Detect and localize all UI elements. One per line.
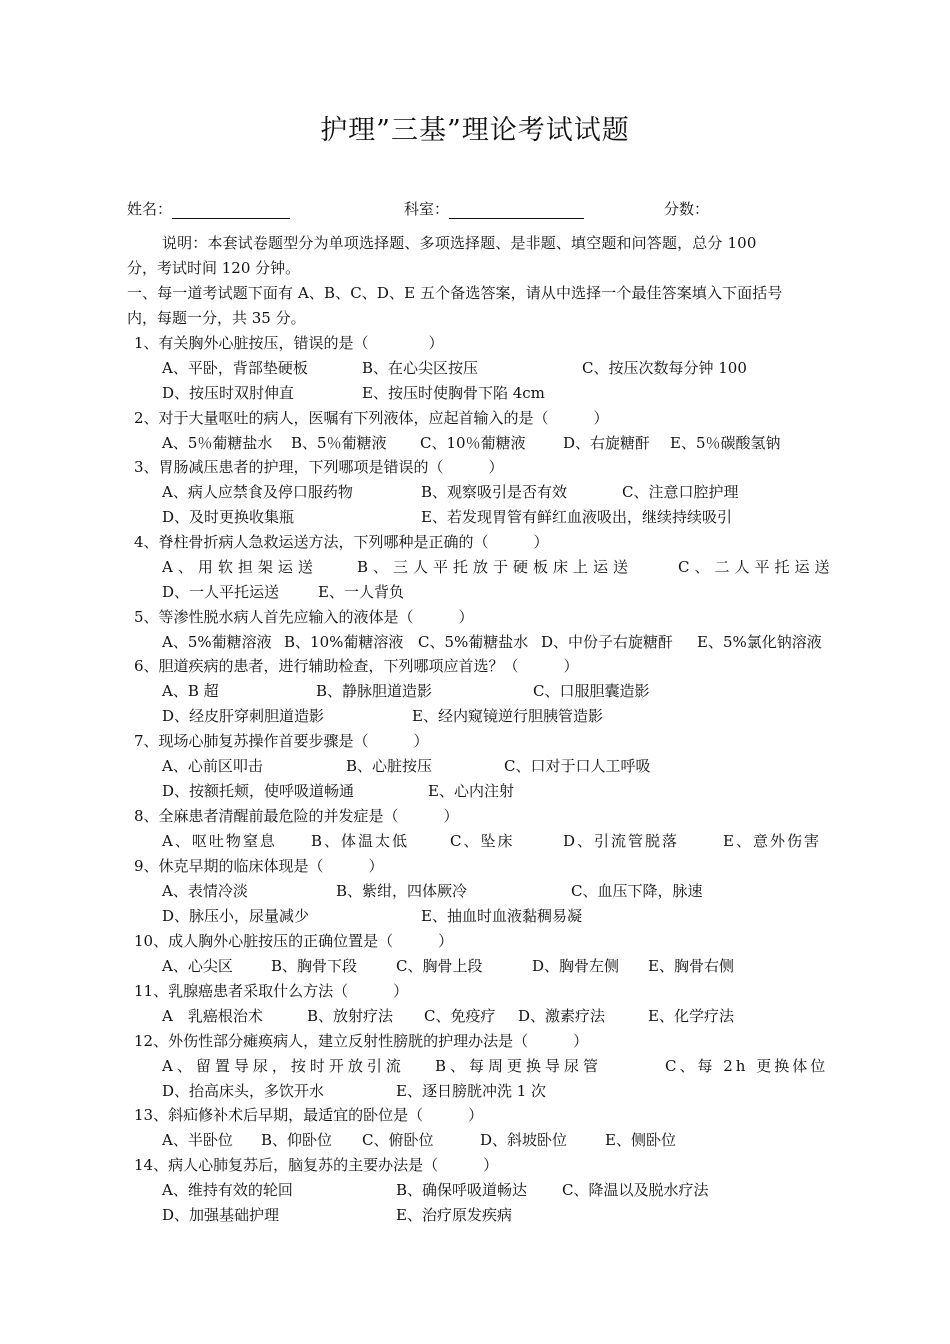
- instructions-line-2: 分，考试时间 120 分钟。: [127, 259, 301, 277]
- name-label: 姓名：: [127, 200, 173, 218]
- option-d: D、加强基础护理: [162, 1206, 280, 1224]
- name-blank[interactable]: [172, 202, 290, 219]
- name-field: [127, 198, 290, 219]
- option-c: C、按压次数每分钟 100: [582, 359, 747, 377]
- option-a: A、5%葡糖溶液: [162, 633, 272, 651]
- option-e: E、化学疗法: [648, 1007, 734, 1025]
- option-b: B、确保呼吸道畅达: [396, 1181, 528, 1199]
- option-d: D、脉压小，尿量减少: [162, 907, 310, 925]
- score-label: 分数：: [664, 200, 710, 218]
- score-field: [664, 198, 709, 219]
- option-c: C、口对于口人工呼吸: [504, 757, 651, 775]
- option-d: D、一人平托运送: [162, 583, 280, 601]
- option-b: B、三人平托放于硬板床上运送: [357, 558, 634, 576]
- page-title: 护理”三基”理论考试试题: [320, 115, 630, 146]
- option-a: A、心尖区: [162, 957, 233, 975]
- option-a: A、表情冷淡: [162, 882, 248, 900]
- option-e: E、按压时使胸骨下陷 4cm: [362, 384, 545, 402]
- option-d: D、中份子右旋糖酐: [541, 633, 674, 651]
- option-c: C、口服胆囊造影: [533, 682, 650, 700]
- question-12: 12、外伤性部分瘫痪病人，建立反射性膀胱的护理办法是（ ）: [134, 1032, 589, 1050]
- section1-line-2: 内，每题一分，共 35 分。: [127, 309, 306, 327]
- option-b: B、胸骨下段: [271, 957, 358, 975]
- option-b: B、仰卧位: [261, 1131, 333, 1149]
- option-e: E、治疗原发疾病: [396, 1206, 512, 1224]
- option-d: D、按额托颊，使呼吸道畅通: [162, 782, 355, 800]
- option-e: E、胸骨右侧: [648, 957, 734, 975]
- option-a: A、半卧位: [162, 1131, 233, 1149]
- option-e: E、抽血时血液黏稠易凝: [421, 907, 582, 925]
- question-3: 3、胃肠减压患者的护理，下列哪项是错误的（ ）: [134, 458, 504, 476]
- dept-blank[interactable]: [449, 202, 584, 219]
- question-9: 9、休克早期的临床体现是（ ）: [134, 857, 384, 875]
- option-a: A 乳癌根治术: [162, 1007, 263, 1025]
- option-d: D、及时更换收集瓶: [162, 508, 295, 526]
- option-a: A、留置导尿，按时开放引流: [162, 1057, 405, 1075]
- option-c: C、免疫疗: [424, 1007, 496, 1025]
- option-e: E、一人背负: [318, 583, 404, 601]
- option-a: A、平卧，背部垫硬板: [162, 359, 308, 377]
- option-d: D、胸骨左侧: [532, 957, 620, 975]
- option-d: D、经皮肝穿刺胆道造影: [162, 707, 325, 725]
- option-b: B、10%葡糖溶液: [284, 633, 404, 651]
- option-d: D、斜坡卧位: [480, 1131, 568, 1149]
- question-4: 4、脊柱骨折病人急救运送方法，下列哪种是正确的（ ）: [134, 533, 549, 551]
- option-e: E、经内窥镜逆行胆胰管造影: [412, 707, 603, 725]
- option-b: B、静脉胆道造影: [316, 682, 433, 700]
- question-1: 1、有关胸外心脏按压，错误的是（ ）: [134, 334, 444, 352]
- option-e: E、逐日膀胱冲洗 1 次: [396, 1082, 547, 1100]
- question-7: 7、现场心肺复苏操作首要步骤是（ ）: [134, 732, 429, 750]
- dept-label: 科室：: [404, 200, 450, 218]
- option-c: C、俯卧位: [362, 1131, 434, 1149]
- instructions-line-1: 说明：本套试卷题型分为单项选择题、多项选择题、是非题、填空题和问答题，总分 100: [162, 234, 757, 252]
- question-14: 14、病人心肺复苏后，脑复苏的主要办法是（ ）: [134, 1156, 499, 1174]
- option-c: C、5%葡糖盐水: [418, 633, 529, 651]
- option-e: E、若发现胃管有鲜红血液吸出，继续持续吸引: [421, 508, 732, 526]
- question-10: 10、成人胸外心脏按压的正确位置是（ ）: [134, 932, 454, 950]
- question-2: 2、对于大量呕吐的病人，医嘱有下列液体，应起首输入的是（ ）: [134, 409, 609, 427]
- question-13: 13、斜疝修补术后早期，最适宜的卧位是（ ）: [134, 1106, 484, 1124]
- question-5: 5、等渗性脱水病人首先应输入的液体是（ ）: [134, 608, 474, 626]
- option-b: B、在心尖区按压: [362, 359, 479, 377]
- option-a: A、心前区叩击: [162, 757, 263, 775]
- option-e: E、5%氯化钠溶液: [697, 633, 822, 651]
- option-c: C、胸骨上段: [396, 957, 483, 975]
- question-6: 6、胆道疾病的患者，进行辅助检查，下列哪项应首选？（ ）: [134, 657, 579, 675]
- question-11: 11、乳腺癌患者采取什么方法（ ）: [134, 982, 409, 1000]
- option-b: B、心脏按压: [346, 757, 433, 775]
- option-c: C、注意口腔护理: [622, 483, 739, 501]
- section1-line-1: 一、每一道考试题下面有 A、B、C、D、E 五个备选答案，请从中选择一个最佳答案填入下面括号: [127, 284, 783, 302]
- option-a: A、病人应禁食及停口服药物: [162, 483, 353, 501]
- option-b: B、紫绀，四体厥冷: [336, 882, 468, 900]
- option-c: C、降温以及脱水疗法: [562, 1181, 709, 1199]
- dept-field: [404, 198, 584, 219]
- option-e: E、5％碳酸氢钠: [670, 434, 781, 452]
- option-e: E、心内注射: [428, 782, 514, 800]
- option-a: A、维持有效的轮回: [162, 1181, 293, 1199]
- option-a: A、用软担架运送: [162, 558, 318, 576]
- option-b: B、观察吸引是否有效: [421, 483, 568, 501]
- option-d: D、右旋糖酐: [563, 434, 651, 452]
- option-c: C、10％葡糖液: [420, 434, 526, 452]
- option-d: D、激素疗法: [518, 1007, 606, 1025]
- option-d: D、引流管脱落: [563, 832, 680, 850]
- option-c: C、坠床: [450, 832, 515, 850]
- option-d: D、抬高床头，多饮开水: [162, 1082, 325, 1100]
- option-d: D、按压时双肘伸直: [162, 384, 295, 402]
- option-c: C、二人平托运送: [678, 558, 835, 576]
- option-b: B、5％葡糖液: [291, 434, 387, 452]
- question-8: 8、全麻患者清醒前最危险的并发症是（ ）: [134, 807, 459, 825]
- option-c: C、每 2h 更换体位: [665, 1057, 829, 1075]
- option-e: E、侧卧位: [605, 1131, 676, 1149]
- option-a: A、5％葡糖盐水: [162, 434, 273, 452]
- option-a: A、呕吐物窒息: [162, 832, 277, 850]
- option-b: B、体温太低: [311, 832, 410, 850]
- option-e: E、意外伤害: [723, 832, 821, 850]
- option-b: B、放射疗法: [307, 1007, 394, 1025]
- option-a: A、B 超: [162, 682, 219, 700]
- option-c: C、血压下降，脉速: [571, 882, 703, 900]
- option-b: B、每周更换导尿管: [435, 1057, 603, 1075]
